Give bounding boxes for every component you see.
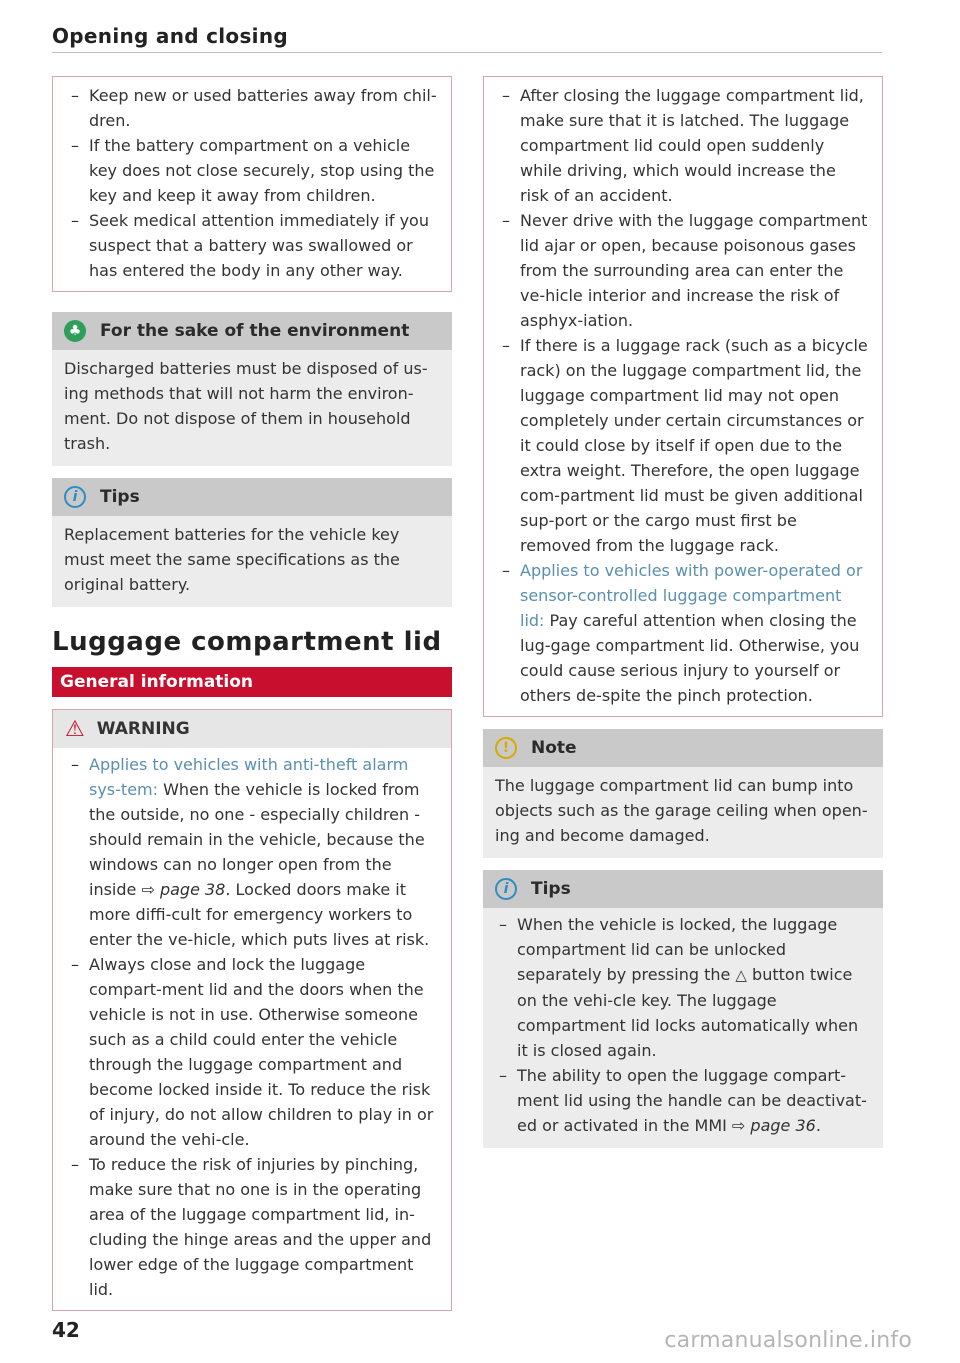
right-column bbox=[483, 76, 883, 1148]
warning-header bbox=[53, 710, 451, 748]
page-header-title: Opening and closing bbox=[52, 24, 288, 48]
tips-box-right bbox=[483, 870, 883, 1148]
list-item: – Never drive with the luggage compartment lid ajar or open, because poisonous gases from the surrounding area can enter the ve-hicle interior and increase the risk of asphyx-iation. bbox=[498, 208, 868, 333]
list-item: – If there is a luggage rack (such as a bicycle rack) on the luggage compartment lid, the luggage compartment lid may not open completely under certain circumstances or it could close by itself if open due to the extra weight. Therefore, the open luggage com-partment lid must be given additional sup-port or the cargo must first be removed from the luggage rack. bbox=[498, 333, 868, 558]
item-text: When the vehicle is locked from the outside, no one - especially children - should remain in the vehicle, because the windows can no longer open from the inside bbox=[89, 780, 425, 899]
list-item bbox=[495, 1063, 871, 1138]
list-item bbox=[498, 558, 868, 708]
header-rule bbox=[52, 52, 882, 53]
list-item: – Keep new or used batteries away from chil-dren. bbox=[67, 83, 437, 133]
list-item: – To reduce the risk of injuries by pinching, make sure that no one is in the operating area of the luggage compartment lid, in-cluding the hinge areas and the upper and lower edge of the luggage compartment lid. bbox=[67, 1152, 437, 1302]
warning-title: WARNING bbox=[96, 719, 190, 739]
section-title: Luggage compartment lid bbox=[52, 627, 442, 657]
battery-warning-box bbox=[52, 76, 452, 292]
tips-list bbox=[495, 912, 871, 1138]
luggage-warning-continued-list bbox=[498, 83, 868, 708]
page-number: 42 bbox=[52, 1318, 80, 1342]
applies-to-text: Applies to vehicles with power-operated or sensor-controlled luggage compartment lid: bbox=[520, 561, 863, 630]
tips-box bbox=[52, 478, 452, 607]
info-icon: i bbox=[64, 486, 86, 508]
applies-to-text: Applies to vehicles with anti-theft alarm sys-tem: bbox=[89, 755, 409, 799]
battery-warning-list bbox=[67, 83, 437, 283]
item-text: button twice on the vehi-cle key. The luggage compartment lid locks automatically when it is closed again. bbox=[517, 965, 859, 1060]
luggage-warning-list bbox=[67, 752, 437, 1302]
list-item bbox=[495, 912, 871, 1063]
exclamation-icon: ! bbox=[495, 737, 517, 759]
item-text: The ability to open the luggage compart-ment lid using the handle can be deactivat-ed or activated in the MMI bbox=[517, 1066, 867, 1135]
luggage-warning-box bbox=[52, 709, 452, 1311]
note-box bbox=[483, 729, 883, 858]
note-title: Note bbox=[531, 738, 577, 758]
leaf-icon: ♣ bbox=[64, 320, 86, 342]
environment-box bbox=[52, 312, 452, 466]
tips-text: Replacement batteries for the vehicle key must meet the same specifications as the original battery. bbox=[64, 525, 400, 594]
info-icon: i bbox=[495, 878, 517, 900]
page-reference-link[interactable]: ⇨ page 36 bbox=[731, 1116, 816, 1135]
warning-triangle-icon: ⚠ bbox=[65, 716, 85, 742]
luggage-warning-continued-box bbox=[483, 76, 883, 717]
environment-title: For the sake of the environment bbox=[100, 321, 410, 341]
environment-text: Discharged batteries must be disposed of us-ing methods that will not harm the environ-ment. Do not dispose of them in household trash. bbox=[64, 359, 428, 453]
note-header bbox=[483, 729, 883, 767]
item-text: . Locked doors make it more diffi-cult for emergency workers to enter the ve-hicle, which puts lives at risk. bbox=[89, 880, 430, 949]
item-text: . bbox=[815, 1116, 821, 1135]
page-reference-link[interactable]: ⇨ page 38 bbox=[141, 880, 226, 899]
left-column bbox=[52, 76, 452, 1311]
tips-title: Tips bbox=[100, 487, 140, 507]
list-item: – Always close and lock the luggage compart-ment lid and the doors when the vehicle is not in use. Otherwise someone such as a child could enter the vehicle through the luggage compartment and become locked inside it. To reduce the risk of injury, do not allow children to play in or around the vehi-cle. bbox=[67, 952, 437, 1152]
watermark: carmanualsonline.info bbox=[664, 1328, 912, 1353]
tips-title: Tips bbox=[531, 879, 571, 899]
list-item: – If the battery compartment on a vehicle key does not close securely, stop using the key and keep it away from children. bbox=[67, 133, 437, 208]
list-item: – Seek medical attention immediately if you suspect that a battery was swallowed or has entered the body in any other way. bbox=[67, 208, 437, 283]
environment-header bbox=[52, 312, 452, 350]
tips-header bbox=[52, 478, 452, 516]
item-text: When the vehicle is locked, the luggage compartment lid can be unlocked separately by pressing the bbox=[517, 915, 838, 984]
list-item bbox=[67, 752, 437, 952]
subsection-title: General information bbox=[52, 667, 452, 697]
car-unlock-icon: △ bbox=[735, 966, 747, 984]
item-text: Pay careful attention when closing the lug-gage compartment lid. Otherwise, you could cause serious injury to yourself or others de-spite the pinch protection. bbox=[520, 611, 860, 705]
tips-body bbox=[483, 908, 883, 1138]
tips-header bbox=[483, 870, 883, 908]
list-item: – After closing the luggage compartment lid, make sure that it is latched. The luggage compartment lid could open suddenly while driving, which would increase the risk of an accident. bbox=[498, 83, 868, 208]
note-text: The luggage compartment lid can bump into objects such as the garage ceiling when open-ing and become damaged. bbox=[495, 776, 868, 845]
